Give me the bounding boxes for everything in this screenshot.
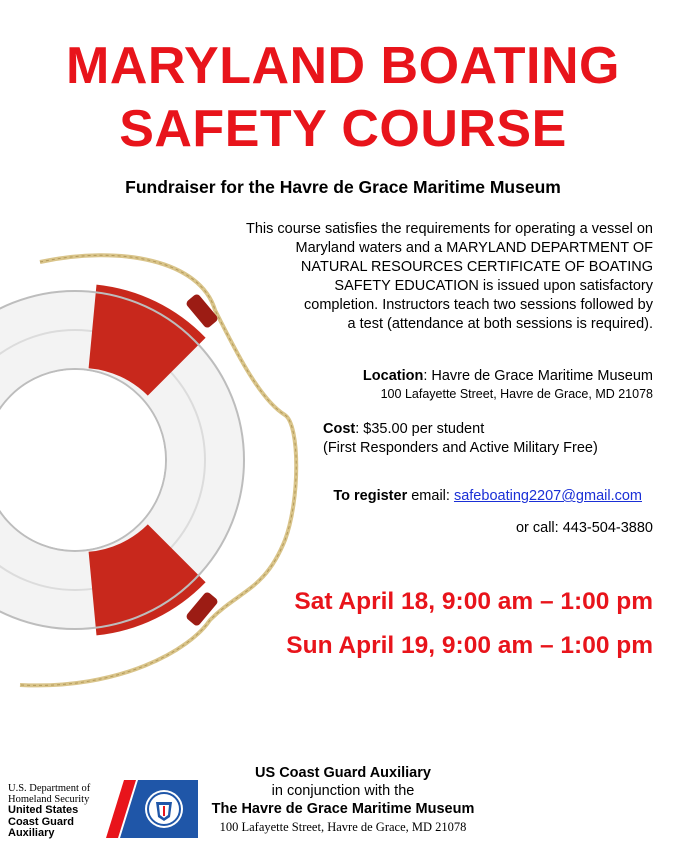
location-label: Location bbox=[362, 368, 424, 384]
register-phone: or call: 443-504-3880 bbox=[515, 520, 653, 536]
description-line: Maryland waters and a MARYLAND DEPARTMENT OF bbox=[295, 240, 653, 256]
description-line: completion. Instructors teach two sessions followed by bbox=[304, 297, 653, 313]
description-line: a test (attendance at both sessions is required). bbox=[347, 316, 653, 332]
session-date-1: Sat April 18, 9:00 am – 1:00 pm bbox=[294, 588, 653, 615]
register-text: email: bbox=[407, 488, 454, 504]
session-date-2: Sun April 19, 9:00 am – 1:00 pm bbox=[286, 632, 653, 659]
coast-guard-emblem-icon bbox=[106, 780, 198, 838]
register-line bbox=[333, 488, 642, 504]
cost-note: (First Responders and Active Military Free) bbox=[323, 440, 598, 456]
location-value: : Havre de Grace Maritime Museum bbox=[423, 368, 653, 384]
footer-address: 100 Lafayette Street, Havre de Grace, MD 21078 bbox=[219, 820, 467, 834]
uscg-line-1: United States bbox=[8, 804, 79, 816]
register-email-link[interactable]: safeboating2207@gmail.com bbox=[453, 488, 642, 504]
dhs-line-1: U.S. Department of bbox=[8, 783, 91, 794]
title-line-1: MARYLAND BOATING bbox=[66, 37, 620, 95]
description-line: This course satisfies the requirements for operating a vessel on bbox=[245, 221, 653, 237]
title-line-2: SAFETY COURSE bbox=[119, 100, 567, 158]
register-label: To register bbox=[333, 488, 408, 504]
footer-line-3: The Havre de Grace Maritime Museum bbox=[211, 801, 475, 817]
uscg-line-2: Coast Guard bbox=[8, 815, 75, 828]
description-line: SAFETY EDUCATION is issued upon satisfactory bbox=[334, 278, 653, 294]
subtitle: Fundraiser for the Havre de Grace Maritime Museum bbox=[125, 177, 561, 197]
footer-block bbox=[150, 764, 536, 836]
cost-value: : $35.00 per student bbox=[355, 421, 485, 437]
cost-label: Cost bbox=[323, 421, 356, 437]
uscg-line-3: Auxiliary bbox=[8, 827, 55, 839]
course-description bbox=[183, 220, 653, 334]
dhs-text bbox=[8, 783, 90, 805]
footer-line-1: US Coast Guard Auxiliary bbox=[255, 765, 431, 781]
location-block bbox=[363, 367, 653, 403]
uscg-auxiliary-text bbox=[8, 805, 78, 840]
cost-block bbox=[323, 420, 598, 458]
dhs-line-2: Homeland Security bbox=[8, 794, 90, 805]
location-address: 100 Lafayette Street, Havre de Grace, MD 21078 bbox=[380, 387, 653, 401]
description-line: NATURAL RESOURCES CERTIFICATE OF BOATING bbox=[300, 259, 653, 275]
footer-line-2: in conjunction with the bbox=[271, 783, 415, 799]
